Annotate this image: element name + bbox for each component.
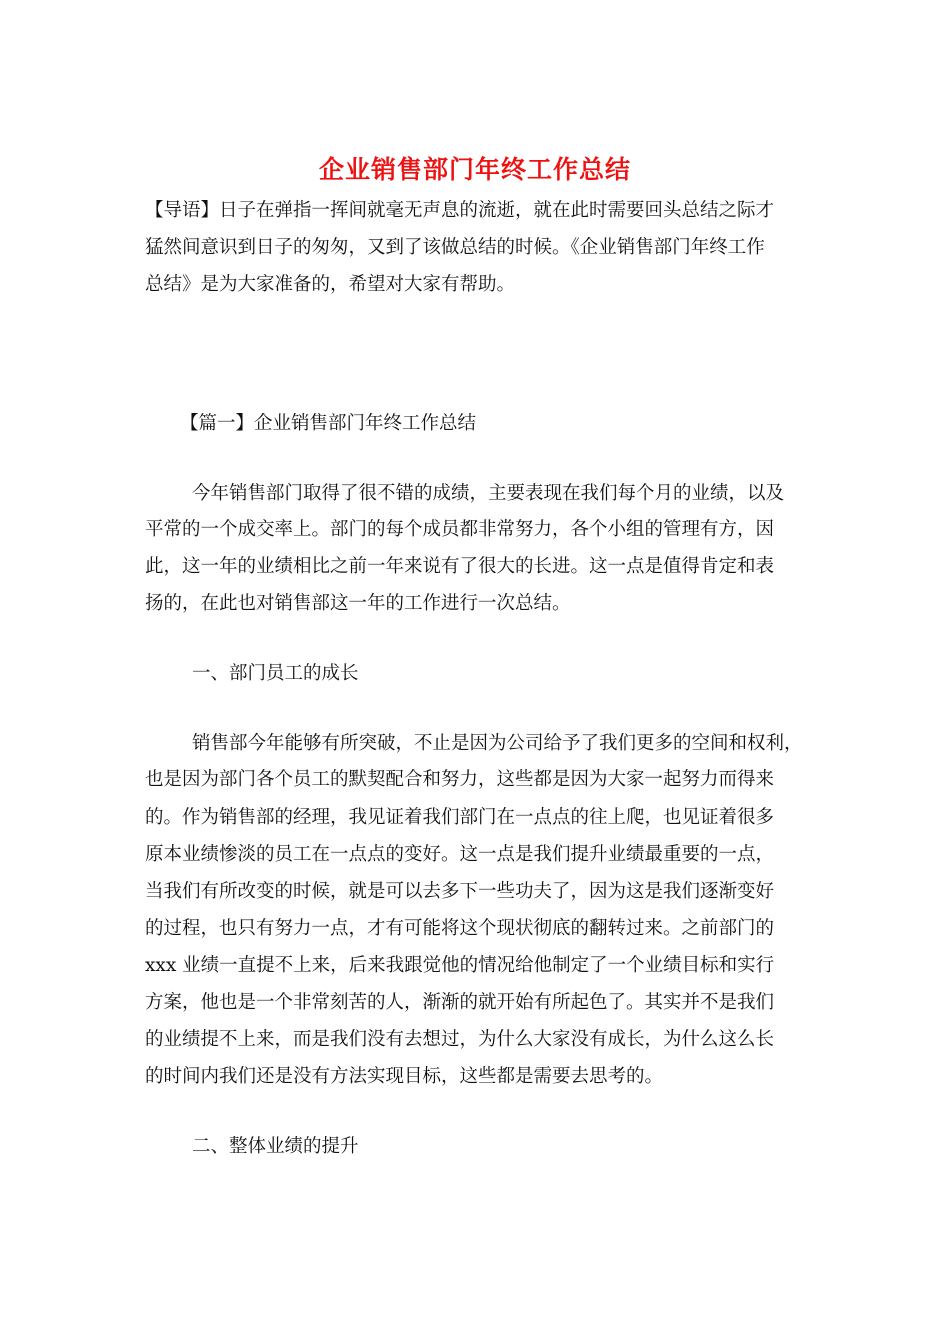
paragraph-line: 此，这一年的业绩相比之前一年来说有了很大的长进。这一点是值得肯定和表 bbox=[145, 556, 775, 577]
intro-line: 猛然间意识到日子的匆匆，又到了该做总结的时候。《企业销售部门年终工作 bbox=[145, 237, 765, 258]
subheading: 二、整体业绩的提升 bbox=[192, 1136, 359, 1157]
paragraph-line: 方案，他也是一个非常刻苦的人，渐渐的就开始有所起色了。其实并不是我们 bbox=[145, 992, 775, 1013]
paragraph-line: 的过程，也只有努力一点，才有可能将这个现状彻底的翻转过来。之前部门的 bbox=[145, 918, 775, 939]
document-title: 企业销售部门年终工作总结 bbox=[318, 155, 631, 184]
paragraph-line: 今年销售部门取得了很不错的成绩，主要表现在我们每个月的业绩，以及 bbox=[192, 483, 785, 504]
paragraph-line: 的业绩提不上来，而是我们没有去想过，为什么大家没有成长，为什么这么长 bbox=[145, 1029, 775, 1050]
subheading: 一、部门员工的成长 bbox=[192, 663, 359, 684]
paragraph-line: 原本业绩惨淡的员工在一点点的变好。这一点是我们提升业绩最重要的一点， bbox=[145, 844, 775, 865]
paragraph-line: 销售部今年能够有所突破，不止是因为公司给予了我们更多的空间和权利， bbox=[192, 733, 803, 754]
intro-line: 总结》是为大家准备的，希望对大家有帮助。 bbox=[145, 274, 516, 295]
paragraph-line: 扬的，在此也对销售部这一年的工作进行一次总结。 bbox=[145, 593, 571, 614]
paragraph-line: 的。作为销售部的经理，我见证着我们部门在一点点的往上爬，也见证着很多 bbox=[145, 807, 775, 828]
paragraph-line: 的时间内我们还是没有方法实现目标，这些都是需要去思考的。 bbox=[145, 1066, 664, 1087]
paragraph-line: 平常的一个成交率上。部门的每个成员都非常努力，各个小组的管理有方，因 bbox=[145, 519, 775, 540]
paragraph-line: xxx 业绩一直提不上来，后来我跟觉他的情况给他制定了一个业绩目标和实行 bbox=[145, 955, 775, 976]
intro-line: 【导语】日子在弹指一挥间就毫无声息的流逝，就在此时需要回头总结之际才 bbox=[145, 200, 775, 221]
paragraph-line: 当我们有所改变的时候，就是可以去多下一些功夫了，因为这是我们逐渐变好 bbox=[145, 881, 775, 902]
section-heading: 【篇一】企业销售部门年终工作总结 bbox=[180, 413, 477, 434]
paragraph-line: 也是因为部门各个员工的默契配合和努力，这些都是因为大家一起努力而得来 bbox=[145, 769, 775, 790]
